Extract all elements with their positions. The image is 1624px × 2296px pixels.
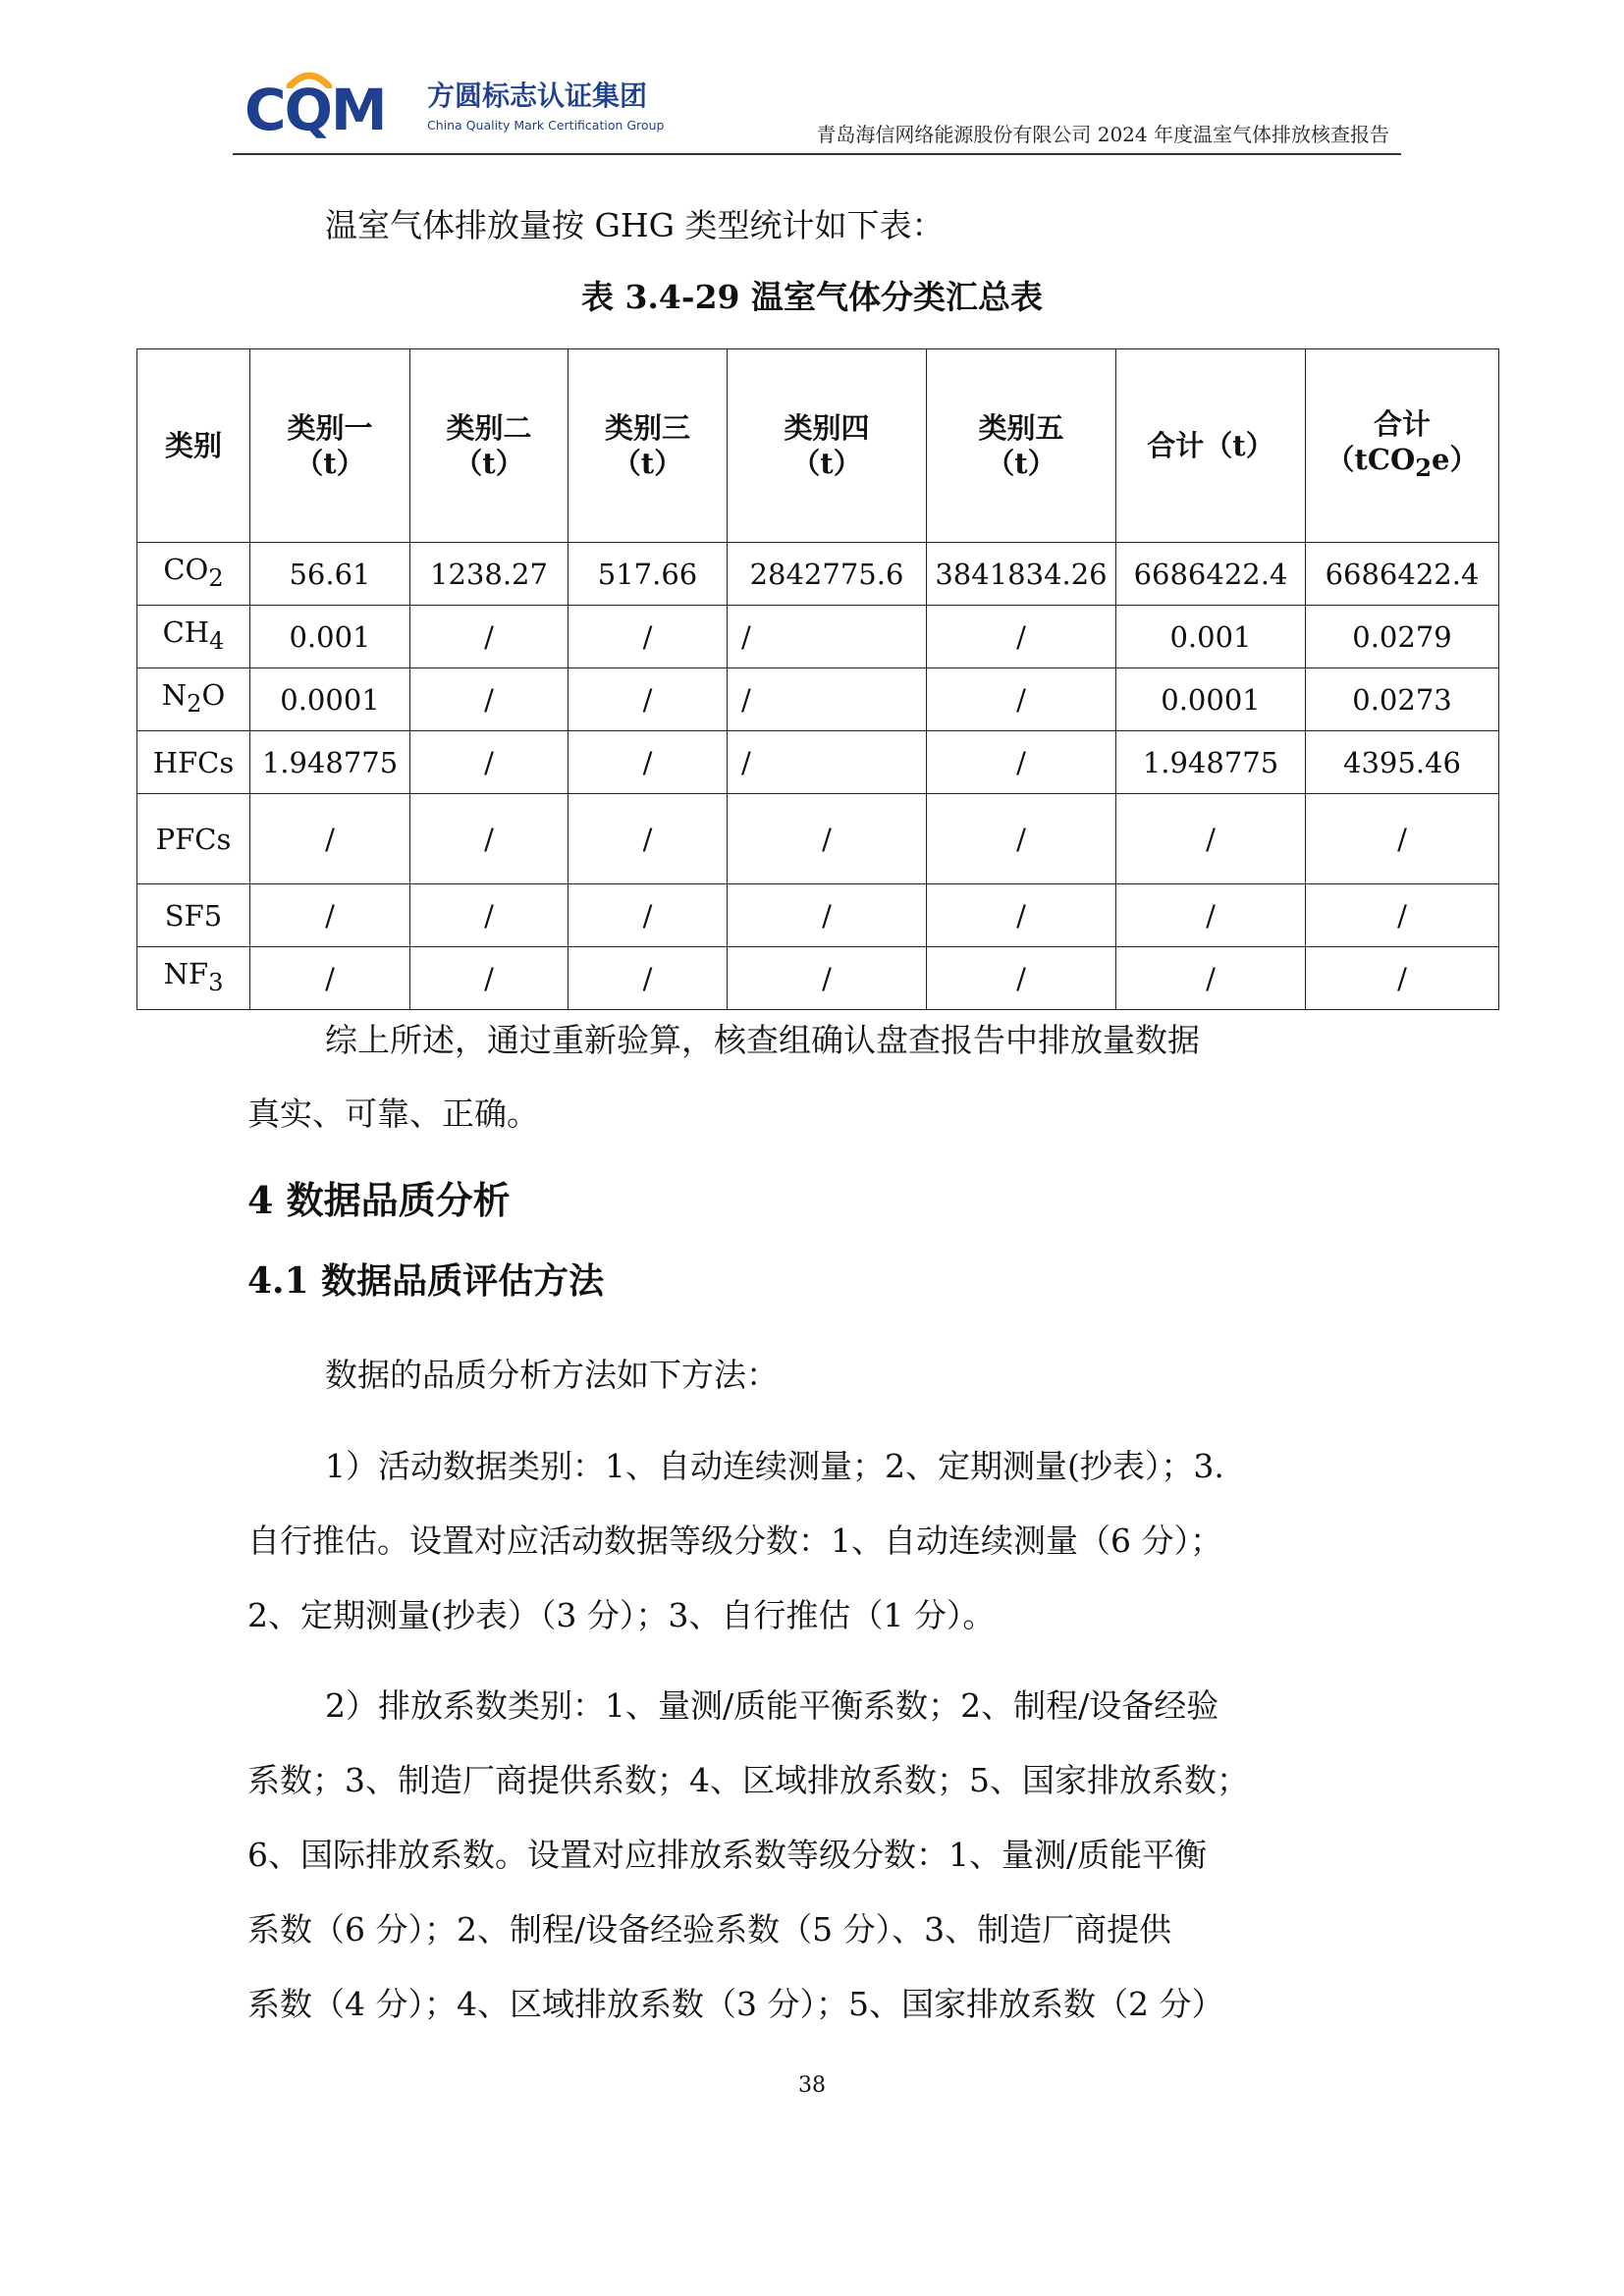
cell: / <box>1116 794 1306 884</box>
header-cat2: 类别二 （t） <box>410 349 568 543</box>
cell: / <box>1116 884 1306 947</box>
header-cat5: 类别五 （t） <box>927 349 1116 543</box>
cell: 1.948775 <box>250 731 410 794</box>
ghg-summary-table <box>136 348 1499 1010</box>
header-category: 类别 <box>137 349 250 543</box>
header-cat3: 类别三 （t） <box>568 349 728 543</box>
logo-company-en: China Quality Mark Certification Group <box>427 118 665 133</box>
cell: / <box>927 794 1116 884</box>
cell: 6686422.4 <box>1306 543 1499 606</box>
cell: / <box>250 794 410 884</box>
method-intro: 数据的品质分析方法如下方法： <box>325 1356 779 1394</box>
gas-name: PFCs <box>137 794 250 884</box>
page-header <box>233 59 1401 157</box>
cell: / <box>568 731 728 794</box>
gas-name: $CH_4$ <box>137 606 250 668</box>
cell: / <box>410 668 568 731</box>
cell: / <box>568 794 728 884</box>
cell: / <box>1116 947 1306 1010</box>
cell: 0.0273 <box>1306 668 1499 731</box>
page-number: 38 <box>798 2073 826 2098</box>
cell: / <box>568 947 728 1010</box>
cell: / <box>250 884 410 947</box>
item2-line-4: 系数（6 分）；2、制程/设备经验系数（5 分）、3、制造厂商提供 <box>247 1910 1172 1949</box>
gas-name: $CO_2$ <box>137 543 250 606</box>
item2-line-3: 6、国际排放系数。设置对应排放系数等级分数：1、量测/质能平衡 <box>247 1836 1208 1874</box>
logo-cqm-text: CQM <box>244 77 386 143</box>
gas-name: SF5 <box>137 884 250 947</box>
gas-name: $NF_3$ <box>137 947 250 1010</box>
item1-line-3: 2、定期测量(抄表）（3 分）；3、自行推估（1 分）。 <box>247 1596 996 1634</box>
cell: 517.66 <box>568 543 728 606</box>
cell: 0.0001 <box>250 668 410 731</box>
header-cat4: 类别四 （t） <box>728 349 927 543</box>
cell: 2842775.6 <box>728 543 927 606</box>
table-row <box>137 668 1499 731</box>
cell: / <box>728 668 927 731</box>
cell: / <box>410 606 568 668</box>
cell: / <box>1306 794 1499 884</box>
table-row <box>137 947 1499 1010</box>
cell: 56.61 <box>250 543 410 606</box>
cell: / <box>410 731 568 794</box>
cell: / <box>568 884 728 947</box>
item2-line-2: 系数；3、制造厂商提供系数；4、区域排放系数；5、国家排放系数； <box>247 1761 1249 1799</box>
table-row <box>137 731 1499 794</box>
header-divider <box>233 153 1401 155</box>
item2-line-5: 系数（4 分）；4、区域排放系数（3 分）；5、国家排放系数（2 分） <box>247 1985 1224 2023</box>
cell: / <box>1306 947 1499 1010</box>
cell: 0.001 <box>250 606 410 668</box>
table-row <box>137 606 1499 668</box>
cell: 6686422.4 <box>1116 543 1306 606</box>
cqm-logo <box>244 75 665 143</box>
gas-name: HFCs <box>137 731 250 794</box>
cell: 1238.27 <box>410 543 568 606</box>
cell: 3841834.26 <box>927 543 1116 606</box>
report-title: 青岛海信网络能源股份有限公司 2024 年度温室气体排放核查报告 <box>816 123 1389 146</box>
cell: 1.948775 <box>1116 731 1306 794</box>
table-intro: 温室气体排放量按 GHG 类型统计如下表： <box>325 206 945 244</box>
cell: / <box>927 668 1116 731</box>
cell: / <box>568 668 728 731</box>
conclusion-line-1: 综上所述，通过重新验算，核查组确认盘查报告中排放量数据 <box>325 1021 1200 1059</box>
conclusion-line-2: 真实、可靠、正确。 <box>247 1095 539 1133</box>
header-cat1: 类别一 （t） <box>250 349 410 543</box>
cell: / <box>410 884 568 947</box>
item1-line-1: 1）活动数据类别：1、自动连续测量；2、定期测量(抄表）；3. <box>325 1447 1224 1485</box>
item2-line-1: 2）排放系数类别：1、量测/质能平衡系数；2、制程/设备经验 <box>325 1686 1219 1725</box>
cell: / <box>927 947 1116 1010</box>
cell: / <box>728 947 927 1010</box>
cell: / <box>410 794 568 884</box>
cell: 0.0001 <box>1116 668 1306 731</box>
section-heading-4-1: 4.1 数据品质评估方法 <box>247 1260 605 1302</box>
table-row <box>137 884 1499 947</box>
table-row <box>137 543 1499 606</box>
cell: / <box>410 947 568 1010</box>
header-total-tco2e: 合计 （tCO$_2$e） <box>1306 349 1499 543</box>
logo-company-cn: 方圆标志认证集团 <box>427 80 648 112</box>
cell: / <box>728 731 927 794</box>
cell: / <box>728 606 927 668</box>
cell: 0.001 <box>1116 606 1306 668</box>
cell: / <box>1306 884 1499 947</box>
cell: / <box>927 884 1116 947</box>
table-row <box>137 794 1499 884</box>
table-header-row <box>137 349 1499 543</box>
cell: 0.0279 <box>1306 606 1499 668</box>
cell: / <box>927 731 1116 794</box>
table-caption: 表 3.4-29 温室气体分类汇总表 <box>580 278 1043 316</box>
cell: 4395.46 <box>1306 731 1499 794</box>
gas-name: $N_2O$ <box>137 668 250 731</box>
cell: / <box>568 606 728 668</box>
item1-line-2: 自行推估。设置对应活动数据等级分数：1、自动连续测量（6 分）； <box>247 1522 1222 1560</box>
cell: / <box>927 606 1116 668</box>
section-heading-4: 4 数据品质分析 <box>247 1178 511 1222</box>
cell: / <box>250 947 410 1010</box>
cell: / <box>728 884 927 947</box>
header-total-t: 合计（t） <box>1116 349 1306 543</box>
cell: / <box>728 794 927 884</box>
